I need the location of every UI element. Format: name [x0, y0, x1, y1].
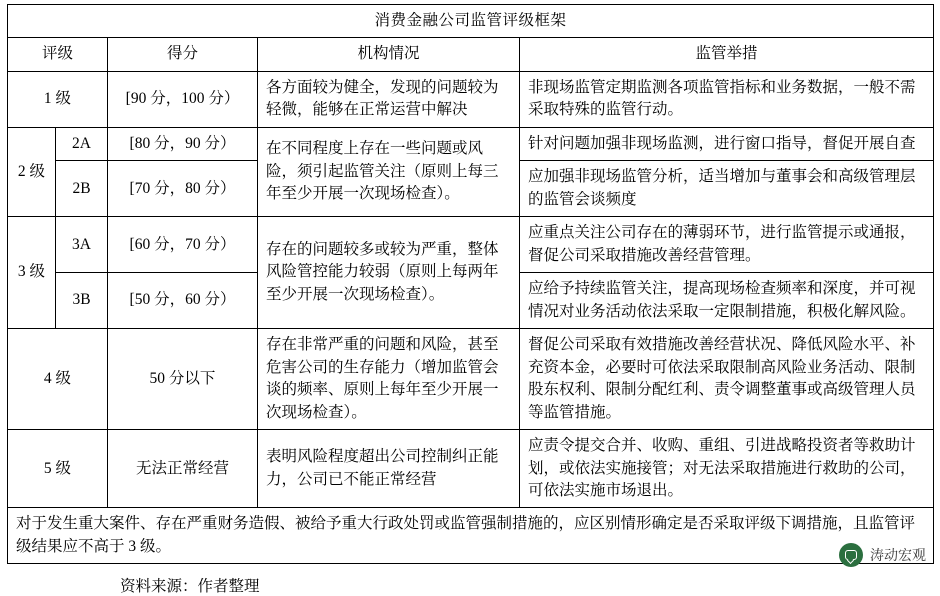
score-cell: [60 分，70 分）	[108, 217, 258, 273]
measure-cell: 应责令提交合并、收购、重组、引进战略投资者等救助计划，或依法实施接管；对无法采取措施进行救助的公司，可依法实施市场退出。	[520, 430, 934, 508]
table-title-row	[8, 5, 934, 38]
document-page	[0, 4, 940, 596]
score-cell: [50 分，60 分）	[108, 273, 258, 329]
sublevel-cell: 3A	[56, 217, 108, 273]
level-cell: 2 级	[8, 127, 56, 216]
rating-framework-table	[7, 4, 934, 564]
page-title: 消费金融公司监管评级框架	[8, 5, 934, 38]
score-cell: [90 分，100 分）	[108, 71, 258, 127]
sublevel-cell: 3B	[56, 273, 108, 329]
watermark	[839, 543, 926, 567]
measure-cell: 督促公司采取有效措施改善经营状况、降低风险水平、补充资本金，必要时可依法采取限制高风险业务活动、限制股东权利、限制分配红利、责令调整董事或高级管理人员等监管措施。	[520, 329, 934, 430]
table-row	[8, 329, 934, 430]
column-header-measure: 监管举措	[520, 38, 934, 71]
measure-cell: 应给予持续监管关注，提高现场检查频率和深度，并可视情况对业务活动依法采取一定限制措施，积极化解风险。	[520, 273, 934, 329]
table-header-row	[8, 38, 934, 71]
table-row	[8, 430, 934, 508]
level-cell: 5 级	[8, 430, 108, 508]
score-cell: [70 分，80 分）	[108, 161, 258, 217]
level-cell: 4 级	[8, 329, 108, 430]
score-cell: [80 分，90 分）	[108, 127, 258, 160]
level-cell: 3 级	[8, 217, 56, 329]
situation-cell: 各方面较为健全，发现的问题较为轻微，能够在正常运营中解决	[258, 71, 520, 127]
table-row	[8, 127, 934, 160]
score-cell: 50 分以下	[108, 329, 258, 430]
situation-cell: 存在非常严重的问题和风险，甚至危害公司的生存能力（增加监管会谈的频率、原则上每年至少开展一次现场检查）。	[258, 329, 520, 430]
table-row	[8, 71, 934, 127]
watermark-logo-icon	[839, 543, 863, 567]
source-note: 资料来源：作者整理	[120, 578, 260, 596]
sublevel-cell: 2B	[56, 161, 108, 217]
column-header-level: 评级	[8, 38, 108, 71]
measure-cell: 应重点关注公司存在的薄弱环节，进行监管提示或通报，督促公司采取措施改善经营管理。	[520, 217, 934, 273]
measure-cell: 非现场监管定期监测各项监管指标和业务数据，一般不需采取特殊的监管行动。	[520, 71, 934, 127]
column-header-situation: 机构情况	[258, 38, 520, 71]
table-footnote-row	[8, 508, 934, 564]
column-header-score: 得分	[108, 38, 258, 71]
score-cell: 无法正常经营	[108, 430, 258, 508]
measure-cell: 针对问题加强非现场监测，进行窗口指导，督促开展自查	[520, 127, 934, 160]
level-cell: 1 级	[8, 71, 108, 127]
watermark-label: 涛动宏观	[870, 547, 926, 563]
situation-cell: 存在的问题较多或较为严重，整体风险管控能力较弱（原则上每两年至少开展一次现场检查）。	[258, 217, 520, 329]
situation-cell: 表明风险程度超出公司控制纠正能力，公司已不能正常经营	[258, 430, 520, 508]
table-row	[8, 217, 934, 273]
footnote-text: 对于发生重大案件、存在严重财务造假、被给予重大行政处罚或监管强制措施的，应区别情形确定是否采取评级下调措施，且监管评级结果应不高于 3 级。	[8, 508, 934, 564]
sublevel-cell: 2A	[56, 127, 108, 160]
situation-cell: 在不同程度上存在一些问题或风险，须引起监管关注（原则上每三年至少开展一次现场检查）。	[258, 127, 520, 216]
measure-cell: 应加强非现场监管分析，适当增加与董事会和高级管理层的监管会谈频度	[520, 161, 934, 217]
